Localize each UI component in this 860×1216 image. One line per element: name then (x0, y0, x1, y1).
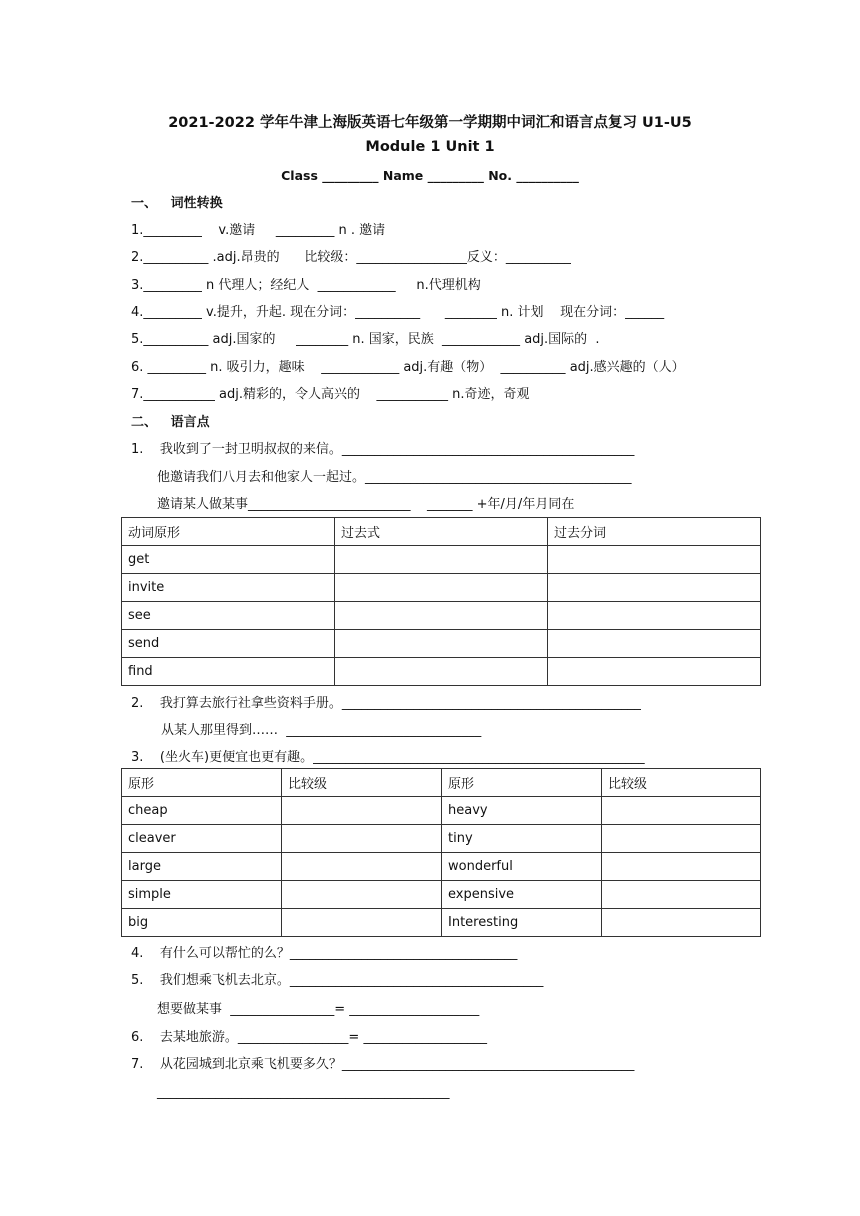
table-cell: find (122, 658, 335, 686)
answer-cell[interactable] (548, 630, 761, 658)
table-row (122, 602, 761, 630)
table-header-row (122, 518, 761, 546)
table-row (122, 881, 761, 909)
verb-forms-table (121, 517, 761, 686)
table-cell: expensive (442, 881, 602, 909)
table-row (122, 574, 761, 602)
table-cell: cleaver (122, 825, 282, 853)
table-cell: wonderful (442, 853, 602, 881)
answer-cell[interactable] (335, 602, 548, 630)
answer-cell[interactable] (335, 658, 548, 686)
worksheet-title: 2021-2022 学年牛津上海版英语七年级第一学期期中词汇和语言点复习 U1-U5 (168, 115, 692, 131)
answer-cell[interactable] (602, 853, 761, 881)
sentence-line: 从某人那里得到…… ______________________________ (161, 723, 482, 738)
table-cell: large (122, 853, 282, 881)
table-cell: big (122, 909, 282, 937)
table-row (122, 853, 761, 881)
answer-cell[interactable] (282, 797, 442, 825)
answer-blank-line: _____________________________________________ (157, 1085, 450, 1100)
answer-cell[interactable] (282, 881, 442, 909)
table-cell: simple (122, 881, 282, 909)
sentence-line: 3. (坐火车)更便宜也更有趣。___________________________________________________ (131, 750, 645, 765)
answer-cell[interactable] (282, 853, 442, 881)
answer-cell[interactable] (548, 658, 761, 686)
table-row (122, 658, 761, 686)
table-row (122, 630, 761, 658)
answer-cell[interactable] (602, 825, 761, 853)
table-cell: send (122, 630, 335, 658)
word-item: 3._________ n 代理人；经纪人 ____________ n.代理机构 (131, 278, 481, 293)
table-header-cell: 原形 (442, 769, 602, 797)
word-item: 4._________ v.提升，升起. 现在分词：__________ ________ n. 计划 现在分词：______ (131, 305, 665, 320)
student-info-line: Class _________ Name _________ No. __________ (281, 168, 579, 183)
answer-cell[interactable] (282, 909, 442, 937)
sentence-line: 6. 去某地旅游。_________________= ___________________ (131, 1030, 487, 1045)
table-cell: heavy (442, 797, 602, 825)
table-cell: cheap (122, 797, 282, 825)
table-row (122, 825, 761, 853)
answer-cell[interactable] (548, 546, 761, 574)
section1-heading: 一、 词性转换 (131, 196, 223, 211)
section2-heading: 二、 语言点 (131, 415, 210, 430)
answer-cell[interactable] (282, 825, 442, 853)
word-item: 2.__________ .adj.昂贵的 比较级：_________________反义：__________ (131, 250, 571, 265)
table-row (122, 546, 761, 574)
table-cell: get (122, 546, 335, 574)
answer-cell[interactable] (548, 574, 761, 602)
table-header-cell: 动词原形 (122, 518, 335, 546)
sentence-line: 2. 我打算去旅行社拿些资料手册。______________________________________________ (131, 696, 641, 711)
table-header-cell: 过去分词 (548, 518, 761, 546)
table-header-cell: 比较级 (282, 769, 442, 797)
table-cell: Interesting (442, 909, 602, 937)
sentence-line: 他邀请我们八月去和他家人一起过。_________________________________________ (157, 470, 632, 485)
table-row (122, 797, 761, 825)
table-header-cell: 原形 (122, 769, 282, 797)
sentence-line: 邀请某人做某事_________________________ _______ +年/月/年月同在 (157, 497, 575, 512)
answer-cell[interactable] (602, 797, 761, 825)
table-cell: see (122, 602, 335, 630)
table-cell: tiny (442, 825, 602, 853)
sentence-line: 7. 从花园城到北京乘飞机要多久？_____________________________________________ (131, 1057, 635, 1072)
table-header-cell: 过去式 (335, 518, 548, 546)
answer-cell[interactable] (548, 602, 761, 630)
table-row (122, 909, 761, 937)
sentence-line: 5. 我们想乘飞机去北京。_______________________________________ (131, 973, 544, 988)
answer-cell[interactable] (335, 574, 548, 602)
sentence-line: 4. 有什么可以帮忙的么？___________________________________ (131, 946, 518, 961)
module-title: Module 1 Unit 1 (365, 139, 495, 155)
comparatives-table (121, 768, 761, 937)
table-header-cell: 比较级 (602, 769, 761, 797)
answer-cell[interactable] (602, 909, 761, 937)
answer-cell[interactable] (602, 881, 761, 909)
word-item: 6. _________ n. 吸引力，趣味 ____________ adj.有趣（物） __________ adj.感兴趣的（人） (131, 360, 685, 375)
word-item: 7.___________ adj.精彩的，令人高兴的 ___________ n.奇迹，奇观 (131, 387, 530, 402)
word-item: 5.__________ adj.国家的 ________ n. 国家，民族 ____________ adj.国际的 . (131, 332, 600, 347)
sentence-line: 想要做某事 ________________= ____________________ (157, 1002, 480, 1017)
answer-cell[interactable] (335, 546, 548, 574)
answer-cell[interactable] (335, 630, 548, 658)
table-cell: invite (122, 574, 335, 602)
word-item: 1._________ v.邀请 _________ n . 邀请 (131, 223, 386, 238)
sentence-line: 1. 我收到了一封卫明叔叔的来信。_____________________________________________ (131, 442, 635, 457)
table-header-row (122, 769, 761, 797)
